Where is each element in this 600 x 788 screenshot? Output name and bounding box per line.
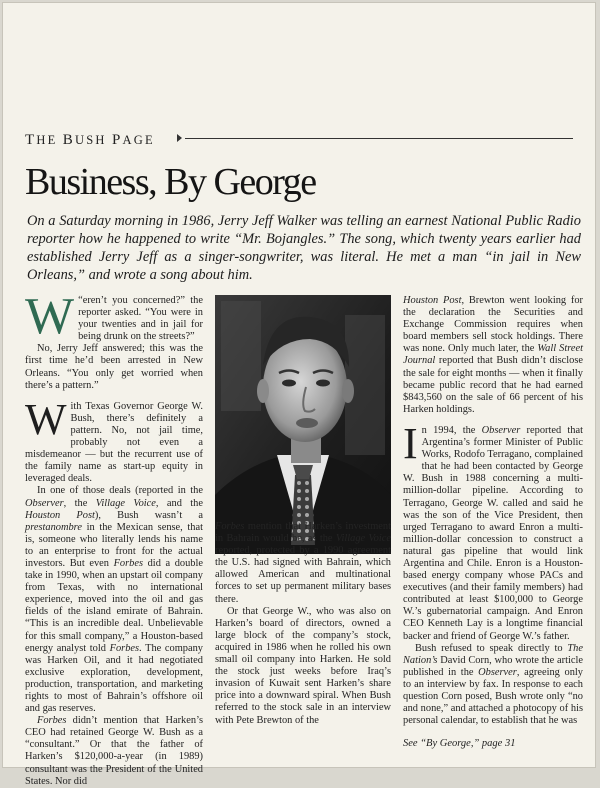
italic-run: Village Voice — [95, 497, 156, 509]
column-3 — [403, 295, 583, 727]
section-label-letter: B — [62, 132, 75, 148]
drop-cap: W — [25, 394, 67, 444]
paragraph — [215, 521, 391, 606]
section-rule — [185, 138, 573, 139]
italic-run: Observer — [481, 424, 521, 436]
paragraph — [25, 288, 203, 345]
deck: On a Saturday morning in 1986, Jerry Jeff Walker was telling an earnest National Public Radio reporter how he happened to write “Mr. Bojangles.” The song, which twenty years earlier had established Jerry Jeff as a singer-songwriter, was literal. He met a man “in jail in New Orleans,” and wrote a song about him. — [27, 213, 581, 283]
column-2 — [215, 521, 391, 727]
text-run: In one of those deals (reported in the — [37, 485, 203, 497]
text-run: in the Mexican sense, that is, someone who literally lends his name to an enterprise to front for the actual investors. But even — [25, 521, 203, 569]
drop-cap: I — [403, 418, 418, 468]
text-run: ), Bush wasn’t a — [94, 509, 204, 521]
section-label-part: HE — [36, 133, 58, 147]
column-1 — [25, 288, 204, 788]
italic-run: Wall Street Journal — [403, 343, 583, 367]
headline: Business, By George — [25, 161, 316, 203]
italic-run: Houston Post — [25, 509, 95, 521]
text-run: didn’t mention that Harken’s CEO had retained George W. Bush as a “consultant.” Or that the father of Harken’s $120,000-a-year (in 1989) consultant was the President of the United States. Nor did — [25, 715, 203, 787]
paragraph-text: eren’t you concerned?” the reporter asked. “You were in your twenties and in jail for being drunk on the streets?” — [78, 295, 203, 343]
paragraph — [25, 715, 203, 788]
italic-run: Observer — [478, 666, 517, 678]
italic-run: The Nation’s — [403, 642, 583, 666]
italic-run: Observer — [25, 497, 64, 509]
section-label-letter: T — [25, 132, 37, 148]
paragraph-text: ith Texas Governor George W. Bush, there’s definitely a pattern. No, not jail time, probably not even a misdemeanor — but the recurrent use of the family name as start-up equity in leveraged deals. — [25, 400, 203, 485]
text-run: n 1994, the — [421, 424, 482, 436]
text-run: , agreeing only to an interview by fax. In response to each question Corn posed, Bush wrote only “no and none,” and attached a photocopy of his personal calendar, to establish that he was — [403, 666, 583, 727]
text-run: reported that Bush didn’t disclose the sale for eight months — when it finally became public record that he had earned $843,560 on the sale of 66 percent of his Harken holdings. — [403, 355, 583, 415]
paragraph — [403, 295, 583, 416]
section-label — [25, 132, 155, 149]
italic-run: Forbes — [215, 521, 245, 532]
paragraph: Or that George W., who was also on Harken’s board of directors, owned a large block of the company’s stock, acquired in 1986 when he rolled his own small oil company into Harken. He sold the stock just weeks before Iraq’s invasion of Kuwait sent Harken’s share price into a downward spiral. When Bush referred to the stock sale in an interview with Pete Brewton of the — [215, 605, 391, 726]
drop-cap: W — [25, 288, 75, 345]
text-run: Bush refused to speak directly to — [415, 642, 568, 654]
section-arrow-icon — [177, 134, 182, 142]
text-run: , and the — [155, 497, 203, 509]
paragraph — [25, 394, 203, 486]
paragraph — [403, 643, 583, 728]
paragraph — [403, 418, 583, 643]
text-run: David Corn, who wrote the article published in the — [403, 654, 583, 678]
italic-run: Forbes — [37, 715, 67, 727]
magazine-page — [2, 2, 596, 787]
text-run: mention that Harken’s investment in Bahrain would be, as the — [215, 521, 391, 545]
section-label-part: USH — [75, 133, 107, 147]
open-quote: “ — [78, 295, 83, 306]
italic-run: Village Voice — [335, 533, 391, 545]
italic-run: Forbes — [109, 642, 140, 654]
paragraph: No, Jerry Jeff answered; this was the first time he’d been arrested in New Orleans. “You only get worried when there’s a pattern.” — [25, 343, 203, 391]
text-run: . The company was Harken Oil, and it had negotiated exclusive exploration, development, production, transportation, and marketing rights to most of Bahrain’s offshore oil and gas reserves. — [25, 642, 203, 715]
section-label-part: AGE — [122, 133, 155, 147]
text-run: reported that Argentina’s former Minister of Public Works, Rodofo Terragano, complained that he had been contacted by George W. Bush in 1988 concerning a multi-million-dollar pipeline. According to Terragano, George W. called and said he was the son of the Vice President, then urged Terragano to award Enron a multi-million-dollar concession to construct a natural gas pipeline that would link Argentina and Chile. Enron is a Houston-based energy company whose PACs and executives (and their family members) had contributed at least $100,000 to George W.’s gubernatorial campaign. And Enron CEO Kenneth Lay is a longtime financial backer and friend of George W.’s father. — [403, 424, 583, 642]
continued-jump-line: See “By George,” page 31 — [403, 738, 516, 749]
italic-run: Houston Post — [403, 295, 462, 306]
portrait-photo — [215, 295, 391, 554]
text-run: , Brewton went looking for the declaration the Securities and Exchange Commission requires when board members sell stock holdings. There was none. Only much later, the — [403, 295, 583, 355]
italic-run: prestanombre — [25, 521, 82, 533]
portrait-illustration — [215, 295, 391, 554]
section-label-letter: P — [111, 132, 123, 148]
text-run: , the — [63, 497, 96, 509]
italic-run: Forbes — [113, 557, 143, 569]
text-run: reported, protected by a 1990 agreement the U.S. had signed with Bahrain, which allowed American and multinational forces to set up permanent military bases there. — [215, 545, 391, 605]
text-run: did a double take in 1990, when an upstart oil company from Texas, with no international experience, moved into the oil and gas fields of the island emirate of Bahrain. “This is an incredible deal. Unbelievable for this small company,” a Houston-based energy analyst told — [25, 557, 203, 654]
paragraph — [25, 485, 203, 715]
